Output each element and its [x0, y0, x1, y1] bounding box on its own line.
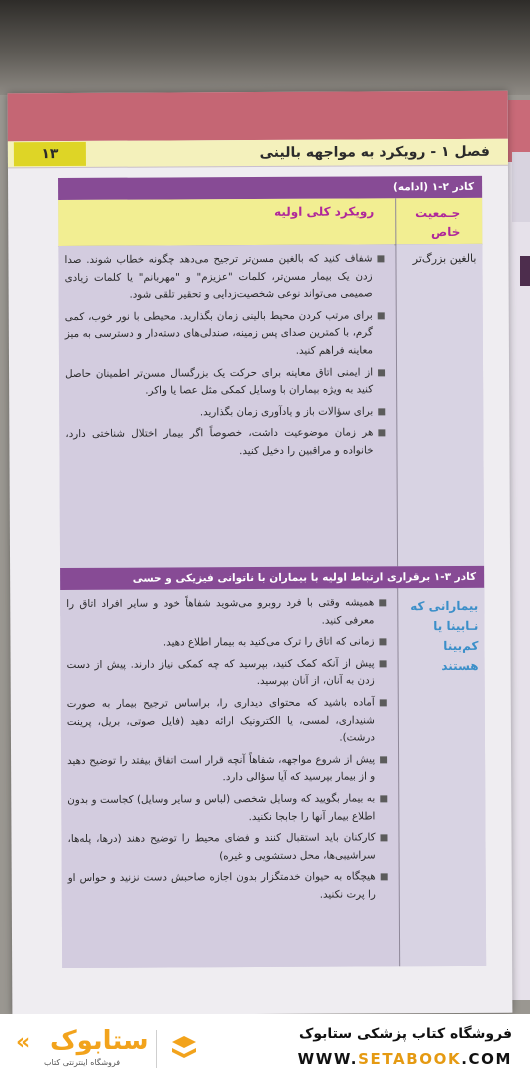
store-footer [0, 1014, 530, 1080]
column-header-row [58, 198, 482, 247]
store-name: فروشگاه کتاب پزشکی ستابوک [299, 1026, 512, 1042]
bullet-text: پیش از شروع مواجهه، شفاهاً آنچه قرار است اتفاق بیفتد را توضیح دهید و از بیمار بپرسید که آیا سؤالی دارد. [67, 753, 376, 784]
approach-column [58, 244, 396, 616]
box-header-text: کادر ۲-۱ (ادامه) [392, 180, 475, 194]
chapter-color-band [8, 91, 508, 142]
store-logo [16, 1024, 196, 1072]
bullet-text: شفاف کنید که بالغین مسن‌تر ترجیح می‌دهد چگونه خطاب شوند. صدا زدن یک بیمار مسن‌تر، کلمات "عزیزم" و "مهربانم" یا کلمات زیادی صمیمی می‌تواند نوعی شخصیت‌زدایی و تحقیر تلقی شود. [64, 252, 373, 301]
column-header-group: جـمعیت خاص [415, 205, 461, 240]
bullet-list [64, 250, 385, 465]
bullet-text: پیش از آنکه کمک کنید، بپرسید که چه کمکی نیاز دارند. پیش از دست زدن به آنان، از آنان بپرسید. [66, 657, 375, 688]
url-prefix: WWW. [297, 1050, 359, 1068]
adjacent-page-tab [512, 152, 530, 222]
list-item [67, 655, 387, 692]
list-item [66, 634, 386, 653]
list-item [68, 869, 388, 906]
bullet-text: هر زمان موضوعیت داشت، خصوصاً اگر بیمار اختلال شناختی دارد، خانواده و مراقبین را دخیل کنید. [65, 426, 374, 458]
bullet-list [66, 594, 388, 909]
bullet-square-icon [380, 834, 387, 841]
bullet-text: هیچگاه به حیوان خدمتگزار بدون اجازه صاحبش دست نزنید و حواس او را پرت نکنید. [67, 870, 376, 901]
bullet-text: آماده باشید که محتوای دیداری را، براساس ترجیح بیمار به صورت شنیداری، لمسی، یا الکترونیک ارائه دهید (فایل صوتی، بریل، پرینت درشت). [66, 696, 375, 744]
bullet-square-icon [380, 795, 387, 802]
url-brand: SETABOOK [358, 1050, 462, 1068]
row-label-visually-impaired: بیمارانی که نـابینا یا کم‌بینا هستند [410, 598, 479, 674]
box-header-text: کادر ۳-۱ برقراری ارتباط اولیه با بیماران با ناتوانی فیزیکی و حسی [132, 570, 477, 585]
store-url [298, 1050, 512, 1068]
list-item [67, 694, 387, 748]
box-header [60, 566, 484, 590]
list-item [67, 790, 387, 827]
bullet-square-icon [380, 660, 387, 667]
table-box-2-1 [58, 176, 484, 616]
bullet-square-icon [379, 639, 386, 646]
list-item [65, 364, 385, 401]
list-item [65, 307, 385, 361]
bullet-text: همیشه وقتی با فرد روبرو می‌شوید شفاهاً خود و سایر افراد اتاق را معرفی کنید. [66, 596, 375, 627]
bullet-text: برای مرتب کردن محیط بالینی زمان بگذارید. محیطی با نور خوب، کمی گرم، با کمترین صدای پس زمینه، صندلی‌های دسته‌دار و دسترسی به میز معاینه فراهم کنید. [64, 309, 373, 357]
book-page [8, 91, 513, 1016]
logo-subtitle: فروشگاه اینترنتی کتاب [44, 1058, 121, 1067]
chapter-title: فصل ۱ - رویکرد به مواجهه بالینی [259, 143, 490, 161]
bullet-text: به بیمار بگویید که وسایل شخصی (لباس و سایر وسایل) کجاست و بدون اطلاع بیمار آنها را جابجا نکنید. [67, 792, 376, 823]
group-column [396, 244, 484, 614]
bullet-text: از ایمنی اتاق معاینه برای حرکت یک بزرگسال مسن‌تر اطمینان حاصل کنید به ویژه بیماران با وسایل کمکی مثل عصا یا واکر. [65, 365, 374, 397]
group-column [398, 588, 486, 966]
bullet-square-icon [378, 430, 385, 437]
logo-wordmark: ستابوک [50, 1026, 149, 1056]
bullet-text: کارکنان باید استقبال کنند و فضای محیط را توضیح دهند (درها، پله‌ها، سراشیبی‌ها، محل دستشویی و غیره) [67, 831, 376, 862]
approach-column [60, 588, 398, 968]
book-stack-icon [168, 1032, 200, 1064]
adjacent-page-tab [520, 256, 530, 286]
bullet-square-icon [377, 255, 384, 262]
list-item [66, 594, 386, 631]
bullet-text: برای سؤالات باز و یادآوری زمان بگذارید. [199, 405, 374, 419]
table-box-3-1 [60, 566, 486, 968]
row-label-older-adults: بالغین بزرگ‌تر [412, 251, 477, 266]
bullet-square-icon [379, 599, 386, 606]
bullet-square-icon [380, 756, 387, 763]
bullet-square-icon [378, 312, 385, 319]
list-item [67, 829, 387, 866]
bullet-square-icon [380, 699, 387, 706]
box-header [58, 176, 482, 200]
bullet-text: زمانی که اتاق را ترک می‌کنید به بیمار اطلاع دهید. [162, 635, 375, 649]
double-chevron-icon: « [16, 1030, 31, 1055]
column-header-approach: رویکرد کلی اولیه [274, 204, 375, 219]
list-item [67, 751, 387, 788]
url-suffix: .COM [461, 1050, 512, 1068]
list-item [64, 250, 384, 304]
bullet-square-icon [381, 874, 388, 881]
photo-background [0, 0, 530, 95]
list-item [65, 425, 385, 462]
list-item [65, 403, 385, 422]
bullet-square-icon [378, 408, 385, 415]
bullet-square-icon [378, 369, 385, 376]
logo-divider [156, 1030, 157, 1068]
page-number: ۱۳ [14, 142, 86, 166]
